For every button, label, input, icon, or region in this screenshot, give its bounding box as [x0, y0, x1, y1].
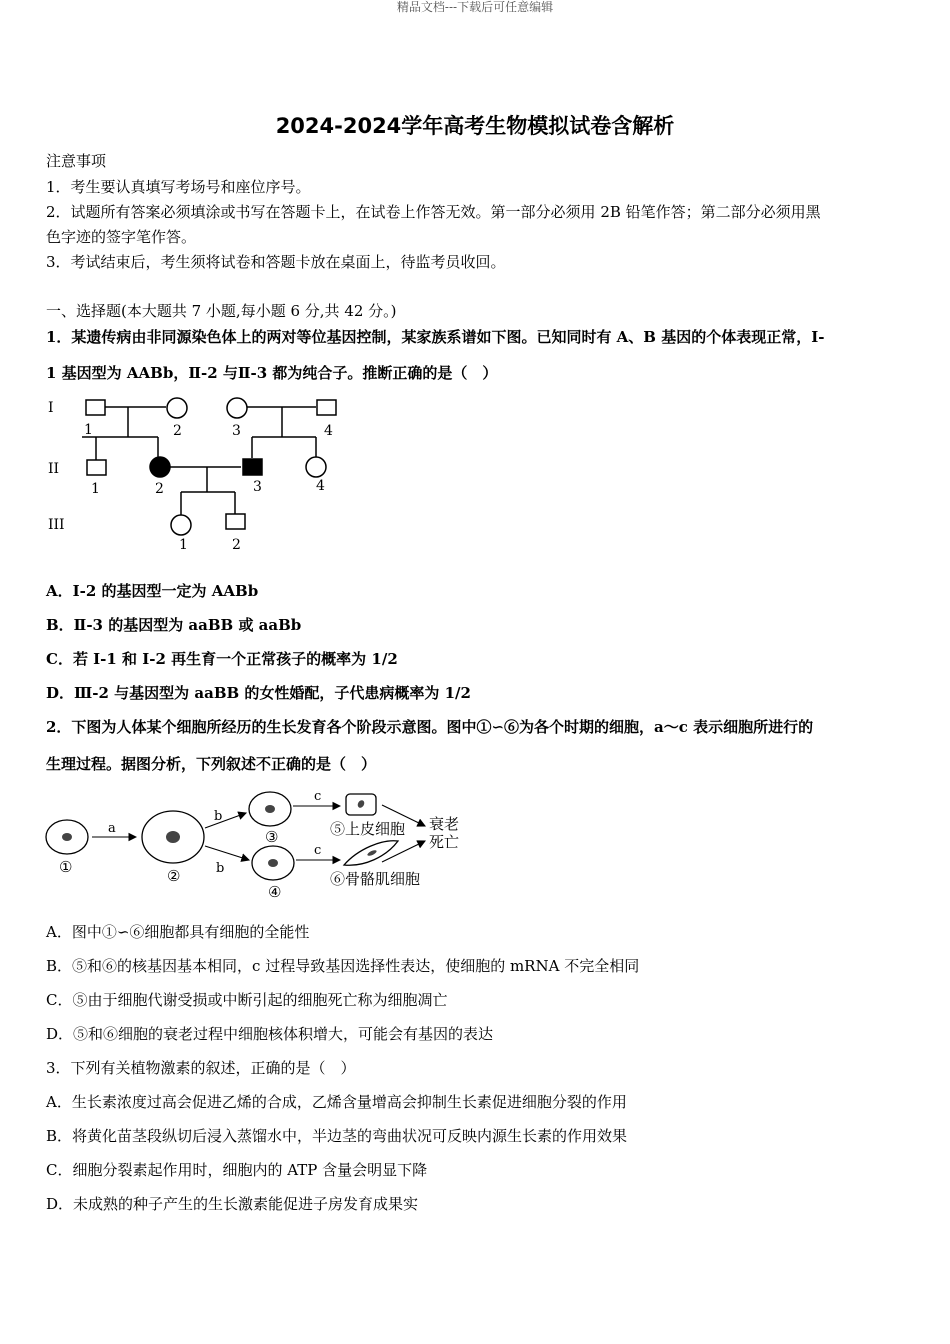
arrow-label-b: b	[214, 809, 223, 824]
gen2-num: 3	[253, 479, 262, 495]
gen-label: III	[48, 517, 65, 533]
q1-option-c: C．若 I-1 和 I-2 再生育一个正常孩子的概率为 1/2	[46, 650, 398, 668]
section-heading: 一、选择题(本大题共 7 小题,每小题 6 分,共 42 分。)	[46, 302, 397, 320]
q2-stem-cont: 生理过程。据图分析，下列叙述不正确的是（ ）	[46, 755, 377, 773]
death-label: 死亡	[429, 833, 460, 851]
q3-stem: 3．下列有关植物激素的叙述，正确的是（ ）	[46, 1059, 356, 1077]
q3-option-d: D．未成熟的种子产生的生长激素能促进子房发育成果实	[46, 1195, 419, 1213]
ii4-female	[306, 457, 326, 477]
notice-item: 1．考生要认真填写考场号和座位序号。	[46, 178, 311, 196]
notice-item: 2．试题所有答案必须填涂或书写在答题卡上，在试卷上作答无效。第一部分必须用 2B 铅笔作答；第二部分必须用黑	[46, 203, 821, 221]
arrow-label-c: c	[314, 789, 322, 804]
gen3-num: 2	[232, 537, 241, 553]
gen2-num: 4	[316, 478, 325, 494]
gen-label: I	[48, 400, 54, 416]
notice-item: 3．考试结束后，考生须将试卷和答题卡放在桌面上，待监考员收回。	[46, 253, 506, 271]
gen1-num: 1	[84, 422, 93, 438]
q2-option-a: A．图中①∽⑥细胞都具有细胞的全能性	[46, 923, 310, 941]
cell-label-6: ⑥骨骼肌细胞	[330, 870, 421, 888]
cell-label-5: ⑤上皮细胞	[330, 820, 406, 838]
i4-male	[317, 400, 336, 415]
gen2-num: 1	[91, 481, 100, 497]
q2-option-b: B．⑤和⑥的核基因基本相同，c 过程导致基因选择性表达，使细胞的 mRNA 不完全相同	[46, 957, 640, 975]
gen1-num: 4	[324, 423, 333, 439]
arrow-label-a: a	[108, 821, 116, 836]
iii1-female	[171, 515, 191, 535]
iii2-male	[226, 514, 245, 529]
pedigree-figure	[44, 392, 354, 557]
q1-option-b: B．Ⅱ-3 的基因型为 aaBB 或 aaBb	[46, 616, 302, 634]
i1-male	[86, 400, 105, 415]
ii2-female-affected	[150, 457, 170, 477]
cell-label-2: ②	[167, 867, 181, 885]
page-header: 精品文档---下载后可任意编辑	[396, 0, 554, 14]
cell-development-figure	[42, 786, 472, 898]
notice-heading: 注意事项	[46, 152, 107, 170]
i2-female	[167, 398, 187, 418]
notice-item: 色字迹的签字笔作答。	[46, 228, 197, 246]
gen-label: II	[48, 461, 60, 477]
q3-option-a: A．生长素浓度过高会促进乙烯的合成，乙烯含量增高会抑制生长素促进细胞分裂的作用	[46, 1093, 627, 1111]
q1-stem-cont: 1 基因型为 AABb，Ⅱ-2 与Ⅱ-3 都为纯合子。推断正确的是（ ）	[46, 364, 498, 382]
arrow-label-c: c	[314, 843, 322, 858]
senescence-label: 衰老	[429, 815, 460, 833]
q1-stem: 1．某遗传病由非同源染色体上的两对等位基因控制，某家族系谱如下图。已知同时有 A、B 基因的个体表现正常，I-	[46, 328, 825, 346]
gen2-num: 2	[155, 481, 164, 497]
q2-option-d: D．⑤和⑥细胞的衰老过程中细胞核体积增大，可能会有基因的表达	[46, 1025, 494, 1043]
gen3-num: 1	[179, 537, 188, 553]
gen1-num: 2	[173, 423, 182, 439]
cell-label-1: ①	[59, 858, 73, 876]
cell-label-3: ③	[265, 828, 279, 846]
q3-option-b: B．将黄化苗茎段纵切后浸入蒸馏水中，半边茎的弯曲状况可反映内源生长素的作用效果	[46, 1127, 628, 1145]
q3-option-c: C．细胞分裂素起作用时，细胞内的 ATP 含量会明显下降	[46, 1161, 428, 1179]
q1-option-d: D．Ⅲ-2 与基因型为 aaBB 的女性婚配，子代患病概率为 1/2	[46, 684, 471, 702]
page-title: 2024-2024学年高考生物模拟试卷含解析	[275, 114, 675, 138]
ii3-male-affected	[243, 459, 262, 475]
q1-option-a: A．I-2 的基因型一定为 AABb	[46, 582, 259, 600]
q2-option-c: C．⑤由于细胞代谢受损或中断引起的细胞死亡称为细胞凋亡	[46, 991, 448, 1009]
gen1-num: 3	[232, 423, 241, 439]
q2-stem: 2．下图为人体某个细胞所经历的生长发育各个阶段示意图。图中①∽⑥为各个时期的细胞，a～c 表示细胞所进行的	[46, 718, 814, 736]
i3-female	[227, 398, 247, 418]
ii1-male	[87, 460, 106, 475]
arrow-label-b: b	[216, 861, 225, 876]
cell-label-4: ④	[268, 883, 282, 898]
